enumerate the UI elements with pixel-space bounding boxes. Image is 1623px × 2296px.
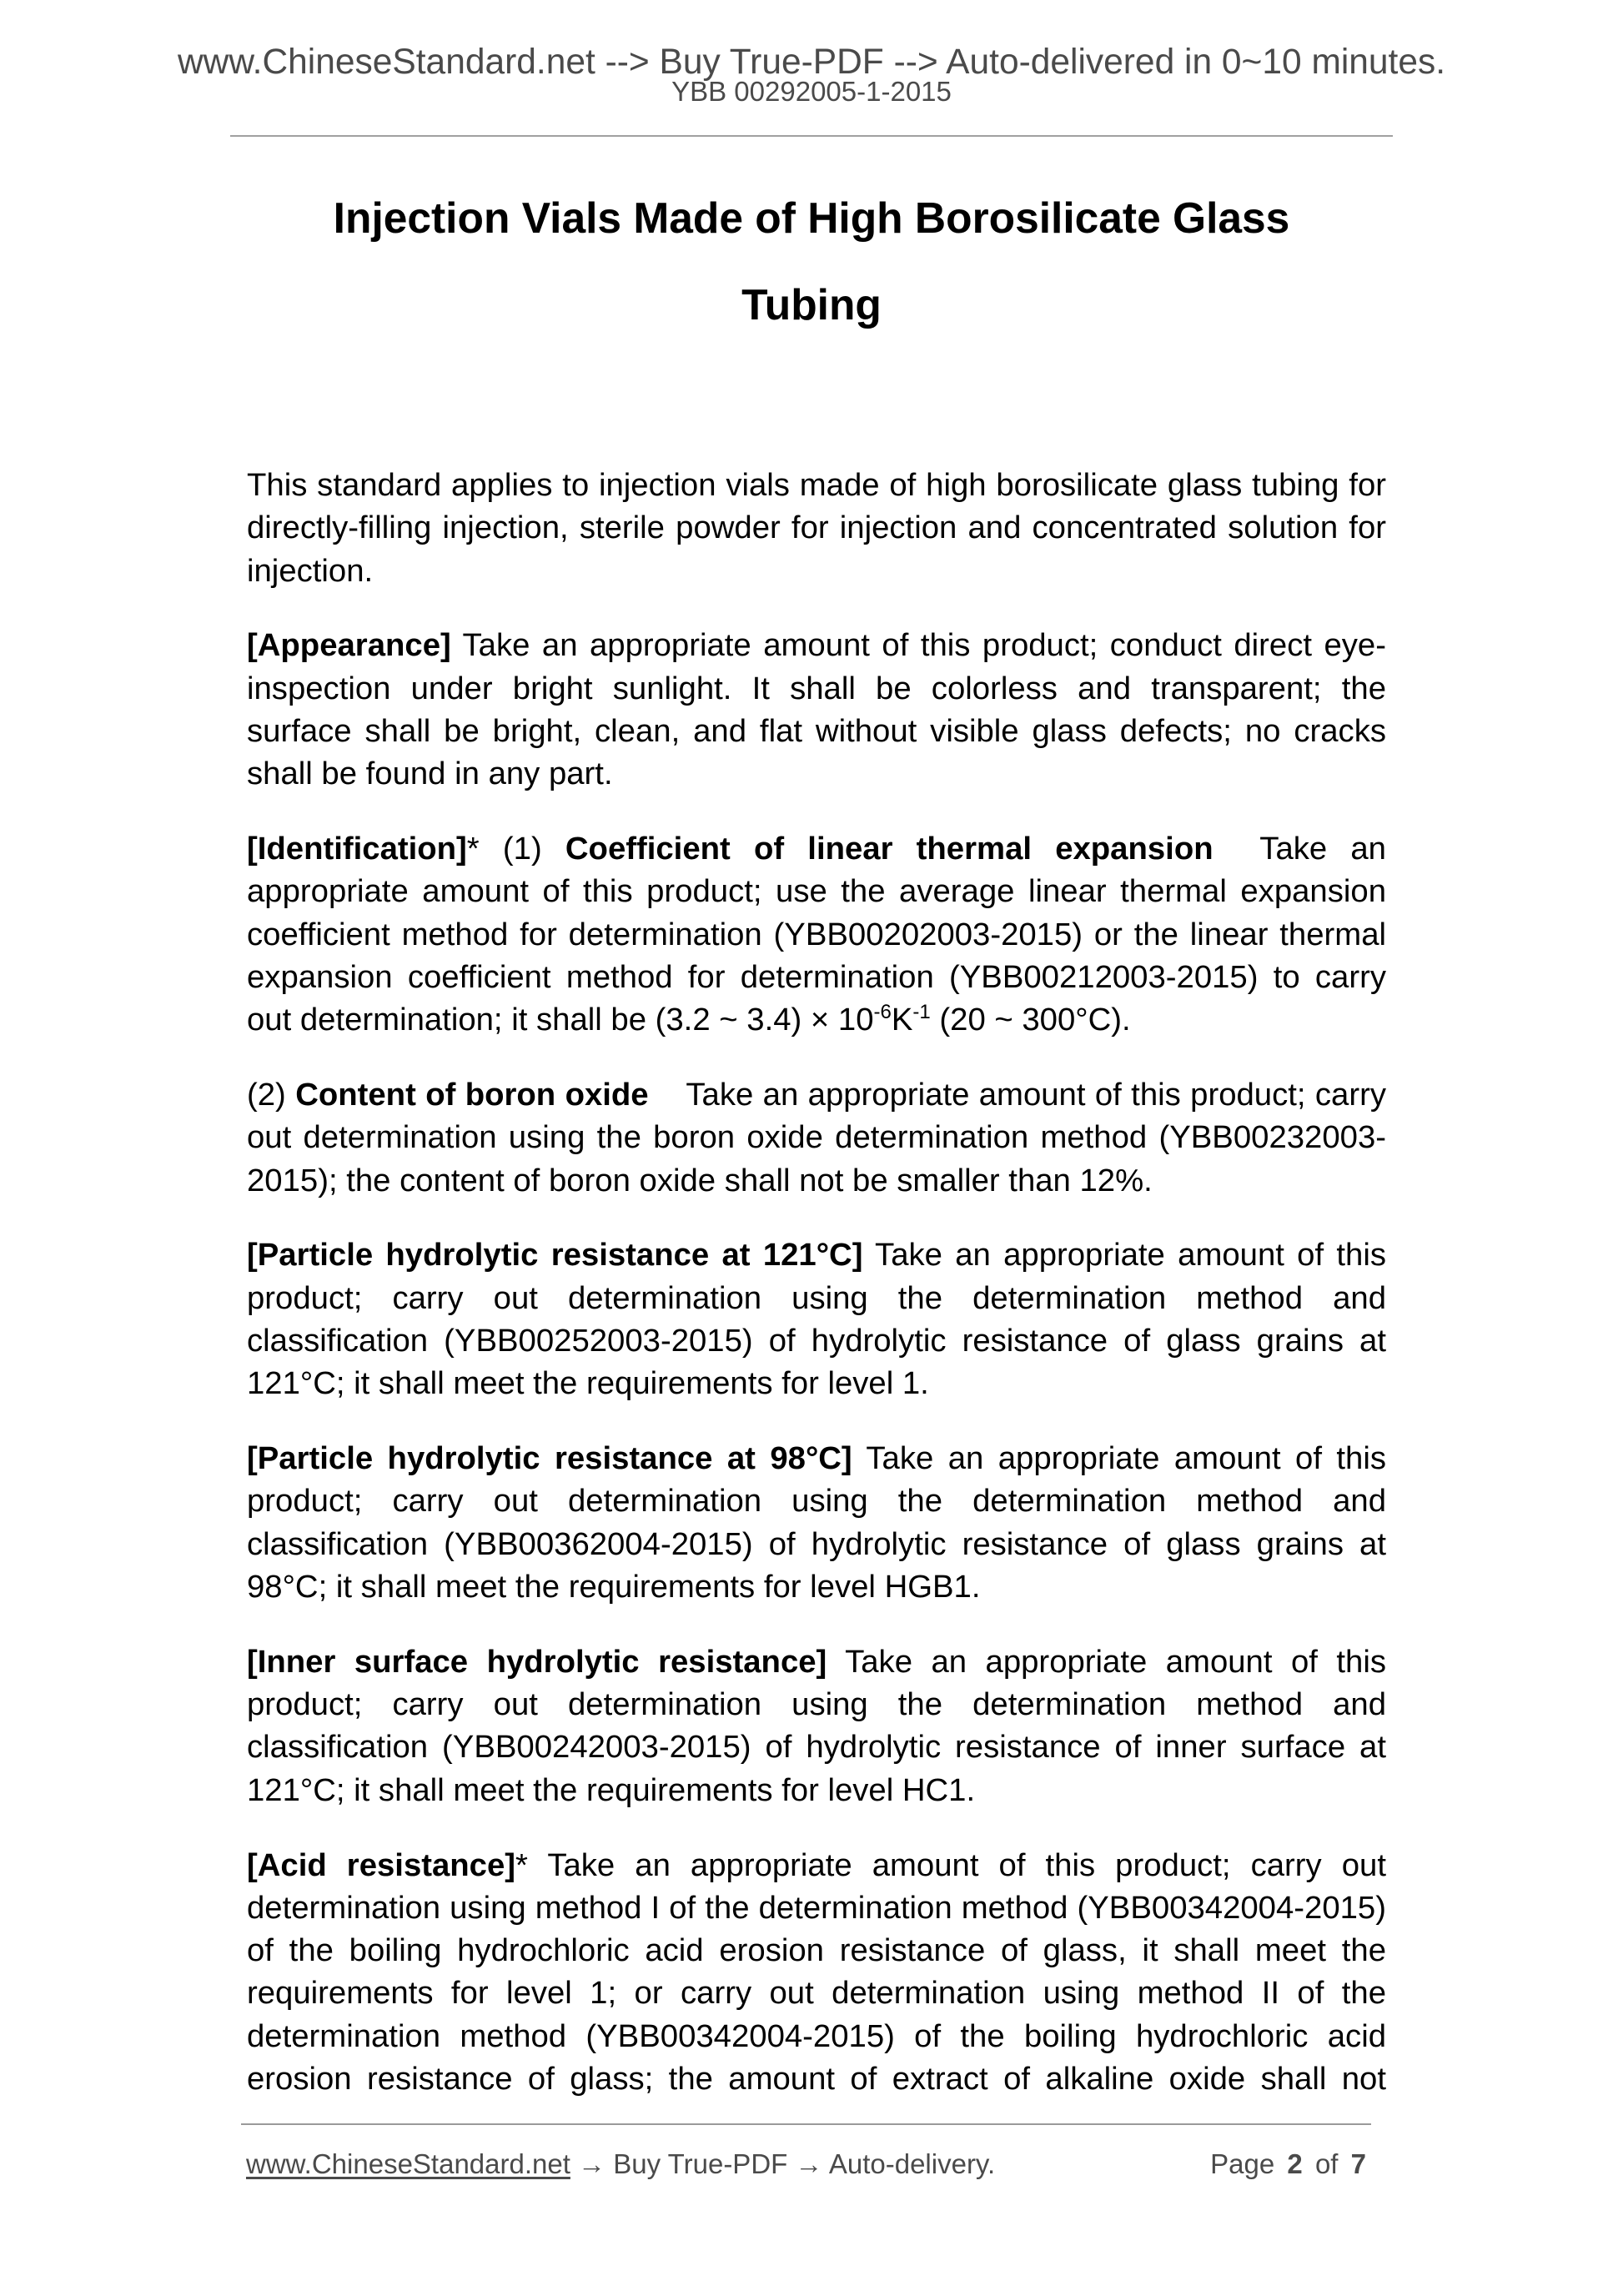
- paragraph-particle-98: [247, 1437, 1386, 1608]
- identification-asterisk: *: [466, 831, 480, 867]
- document-body: [247, 464, 1395, 2100]
- paragraph-particle-121: [247, 1233, 1386, 1404]
- appearance-heading: [Appearance]: [247, 627, 451, 664]
- acid-text: Take an appropriate amount of this product; carry out determination using method I of the determination method (YBB00342004-2015) of the boiling hydrochloric acid erosion resistance of glass, it shall meet the requirements for level 1; or carry out determination using method II of the determination method (YBB00342004-2015) of the boiling hydrochloric acid erosion resistance of glass; the amount of extract of alkaline oxide shall not: [247, 1846, 1386, 2097]
- boron-heading: Content of boron oxide: [295, 1077, 649, 1113]
- particle-121-heading: [Particle hydrolytic resistance at 121°C]: [247, 1237, 863, 1274]
- arrow-right-icon: →: [570, 2148, 614, 2179]
- footer-website-link[interactable]: www.ChineseStandard.net: [246, 2148, 570, 2179]
- footer-divider: [241, 2123, 1371, 2125]
- footer-buy-text: Buy True-PDF: [613, 2148, 788, 2179]
- document-title-line-2: Tubing: [741, 280, 882, 329]
- particle-121-text: Take an appropriate amount of this product; carry out determination using the determination method and classification (YBB00252003-2015) of hydrolytic resistance of glass grains at 121°C; it shall meet the requirements for level 1.: [247, 1237, 1386, 1402]
- page-indicator: [1210, 2148, 1366, 2181]
- document-title-line-1: Injection Vials Made of High Borosilicate Glass: [333, 193, 1290, 242]
- arrow-right-icon: →: [787, 2148, 829, 2179]
- page-total: 7: [1350, 2148, 1366, 2179]
- identification-heading: [Identification]: [247, 831, 467, 867]
- paragraph-identification: [247, 827, 1395, 1041]
- acid-asterisk: *: [515, 1846, 528, 1883]
- page-current: 2: [1287, 2148, 1303, 2179]
- item1-number: (1): [479, 831, 565, 867]
- boron-text: Take an appropriate amount of this product; carry out determination using the boron oxide determination method (YBB00232003-2015); the content of boron oxide shall not be smaller than 12%.: [247, 1077, 1395, 1198]
- boron-number: (2): [247, 1077, 296, 1113]
- footer-promo: [246, 2148, 995, 2181]
- exponent-neg1: -1: [912, 1001, 931, 1024]
- page-of: of: [1314, 2148, 1339, 2179]
- kelvin-unit: K: [891, 1002, 913, 1038]
- particle-98-heading: [Particle hydrolytic resistance at 98°C]: [247, 1440, 852, 1477]
- standard-number: YBB 00292005-1-2015: [671, 76, 952, 107]
- scope-text: This standard applies to injection vials made of high borosilicate glass tubing for directly-filling injection, sterile powder for injection and concentrated solution for injection.: [247, 467, 1386, 589]
- page-header: [0, 43, 1623, 105]
- temperature-range: (20 ~ 300°C).: [930, 1002, 1131, 1038]
- header-banner: www.ChineseStandard.net --> Buy True-PDF --> Auto-delivered in 0~10 minutes.: [177, 43, 1446, 82]
- footer-delivery-text: Auto-delivery.: [828, 2148, 996, 2179]
- header-divider: [230, 135, 1393, 137]
- acid-heading: [Acid resistance]: [247, 1846, 516, 1883]
- paragraph-acid-resistance: [247, 1844, 1386, 2101]
- paragraph-boron-oxide: [247, 1073, 1395, 1202]
- paragraph-inner-surface: [247, 1640, 1386, 1811]
- paragraph-appearance: [247, 624, 1386, 795]
- item1-heading: Coefficient of linear thermal expansion: [565, 831, 1213, 867]
- appearance-text: Take an appropriate amount of this product; conduct direct eye-inspection under bright sunlight. It shall be colorless and transparent; the surface shall be bright, clean, and flat without visible glass defects; no cracks shall be found in any part.: [247, 627, 1386, 792]
- inner-surface-heading: [Inner surface hydrolytic resistance]: [247, 1643, 827, 1680]
- page-label: Page: [1210, 2148, 1275, 2179]
- particle-98-text: Take an appropriate amount of this product; carry out determination using the determination method and classification (YBB00362004-2015) of hydrolytic resistance of glass grains at 98°C; it shall meet the requirements for level HGB1.: [247, 1440, 1386, 1605]
- inner-surface-text: Take an appropriate amount of this product; carry out determination using the determination method and classification (YBB00242003-2015) of hydrolytic resistance of inner surface at 121°C; it shall meet the requirements for level HC1.: [247, 1643, 1386, 1808]
- exponent-neg6: -6: [873, 1001, 892, 1024]
- item1-text: Take an appropriate amount of this product; use the average linear thermal expansion coefficient method for determination (YBB00202003-2015) or the linear thermal expansion coefficient method for determination (YBB00212003-2015) to carry out determination; it shall be (3.2 ~ 3.4) × 10: [247, 831, 1395, 1038]
- paragraph-scope: [247, 464, 1386, 592]
